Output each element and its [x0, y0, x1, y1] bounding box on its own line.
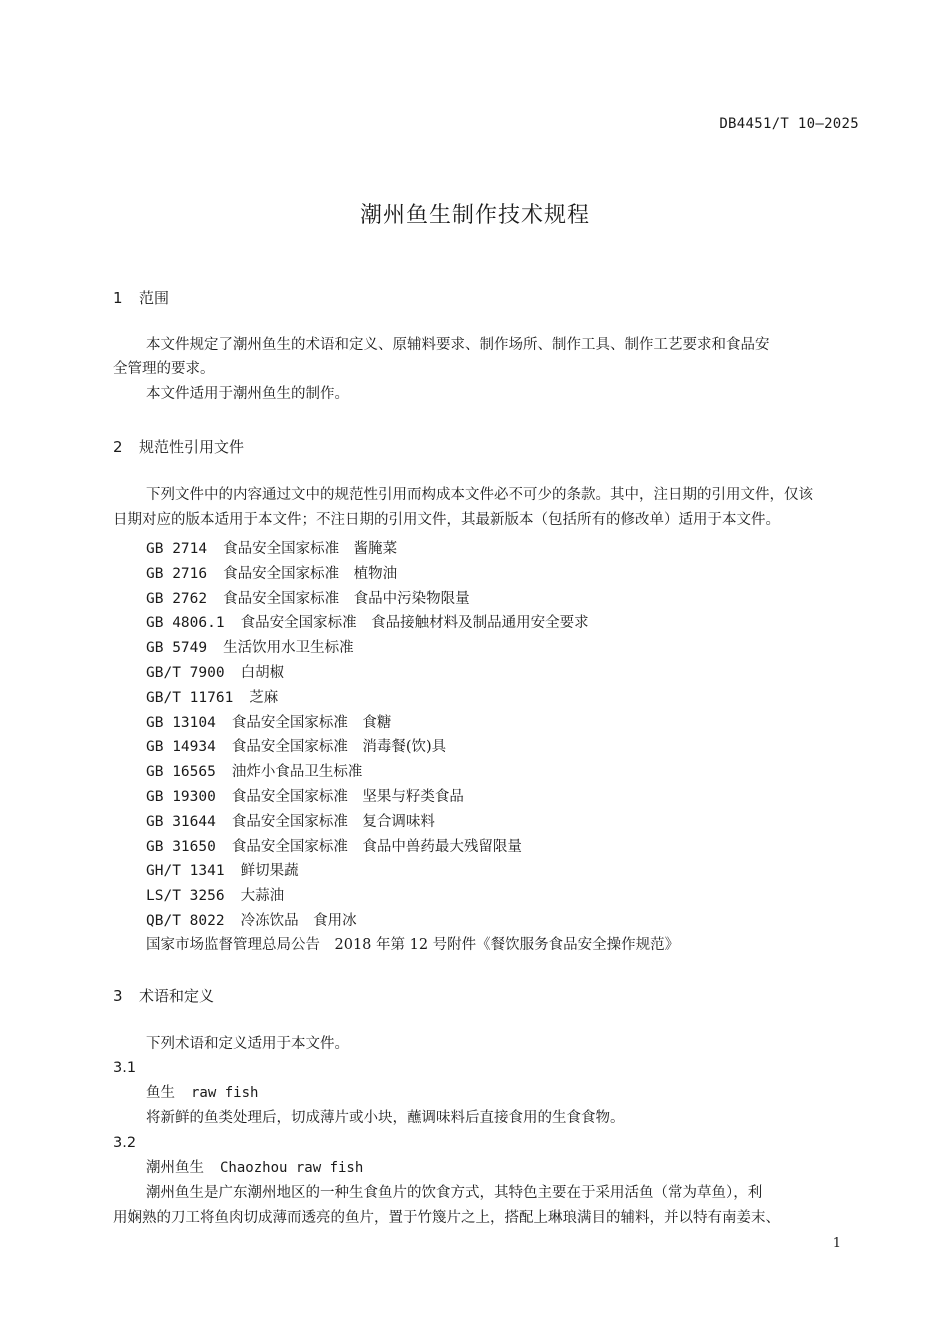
term-definition: 用娴熟的刀工将鱼肉切成薄而透亮的鱼片，置于竹篾片之上，搭配上琳琅满目的辅料，并以特有南姜末、: [113, 1210, 780, 1226]
term-definition: 将新鲜的鱼类处理后，切成薄片或小块，蘸调味料后直接食用的生食食物。: [146, 1110, 625, 1126]
reference-item: 国家市场监督管理总局公告 2018 年第 12 号附件《餐饮服务食品安全操作规范》: [146, 937, 680, 953]
section-number: 3: [113, 987, 123, 1005]
reference-item: [146, 884, 284, 905]
reference-code: GB 31644: [146, 814, 216, 830]
paragraph-line: 下列文件中的内容通过文中的规范性引用而构成本文件必不可少的条款。其中，注日期的引用文件，仅该: [146, 487, 813, 503]
reference-title: 食品安全国家标准 食品中污染物限量: [223, 591, 470, 607]
section-number: 2: [113, 438, 123, 456]
section-heading-scope: [113, 287, 169, 308]
reference-title: 油炸小食品卫生标准: [231, 764, 363, 780]
reference-item: [146, 810, 435, 831]
reference-code: GH/T 1341: [146, 863, 225, 879]
reference-item: [146, 909, 357, 930]
term-number: 3.1: [113, 1060, 137, 1076]
reference-code: GB 13104: [146, 715, 216, 731]
term-number: 3.2: [113, 1135, 137, 1151]
paragraph-line: 下列术语和定义适用于本文件。: [146, 1036, 349, 1052]
reference-title: 食品安全国家标准 酱腌菜: [223, 541, 398, 557]
term-en: raw fish: [191, 1085, 259, 1101]
reference-code: GB 19300: [146, 789, 216, 805]
reference-item: [146, 859, 299, 880]
reference-item: [146, 611, 589, 632]
reference-item: [146, 562, 397, 583]
reference-item: [146, 636, 354, 657]
reference-item: [146, 785, 464, 806]
reference-code: GB/T 7900: [146, 665, 225, 681]
reference-code: GB 31650: [146, 839, 216, 855]
section-title: 规范性引用文件: [139, 438, 245, 456]
term-en: Chaozhou raw fish: [220, 1160, 364, 1176]
reference-code: GB 14934: [146, 739, 216, 755]
term-definition: 潮州鱼生是广东潮州地区的一种生食鱼片的饮食方式，其特色主要在于采用活鱼（常为草鱼），利: [146, 1185, 763, 1201]
reference-title: 食品安全国家标准 植物油: [223, 566, 398, 582]
reference-code: LS/T 3256: [146, 888, 225, 904]
reference-title: 食品安全国家标准 复合调味料: [231, 814, 435, 830]
reference-title: 冷冻饮品 食用冰: [240, 913, 357, 929]
reference-title: 食品安全国家标准 消毒餐(饮)具: [231, 739, 447, 755]
term-cn: 鱼生: [146, 1085, 175, 1101]
reference-title: 生活饮用水卫生标准: [223, 640, 354, 656]
reference-title: 鲜切果蔬: [240, 863, 299, 879]
paragraph-line: 本文件规定了潮州鱼生的术语和定义、原辅料要求、制作场所、制作工具、制作工艺要求和食品安: [146, 337, 770, 353]
paragraph-line: 日期对应的版本适用于本文件；不注日期的引用文件，其最新版本（包括所有的修改单）适用于本文件。: [113, 512, 780, 528]
reference-item: [146, 661, 284, 682]
term-entry: [146, 1156, 363, 1180]
reference-title: 食品安全国家标准 食品中兽药最大残留限量: [231, 839, 522, 855]
reference-title: 大蒜油: [240, 888, 285, 904]
reference-code: GB 16565: [146, 764, 216, 780]
reference-item: [146, 835, 522, 856]
reference-title: 食品安全国家标准 食品接触材料及制品通用安全要求: [240, 615, 589, 631]
section-title: 术语和定义: [139, 987, 215, 1005]
reference-code: GB 5749: [146, 640, 208, 656]
reference-code: GB 2714: [146, 541, 208, 557]
document-number: DB4451/T 10—2025: [719, 116, 859, 132]
term-cn: 潮州鱼生: [146, 1160, 204, 1176]
section-heading-references: [113, 436, 244, 457]
term-entry: [146, 1081, 258, 1105]
page-number: 1: [832, 1236, 841, 1251]
section-heading-terms: [113, 985, 214, 1006]
section-title: 范围: [139, 289, 170, 307]
reference-item: [146, 735, 446, 756]
reference-item: [146, 760, 362, 781]
reference-item: [146, 711, 391, 732]
paragraph-line: 全管理的要求。: [113, 361, 215, 377]
reference-title: 白胡椒: [240, 665, 285, 681]
reference-code: GB 4806.1: [146, 615, 225, 631]
reference-item: [146, 686, 278, 707]
section-number: 1: [113, 289, 123, 307]
reference-item: [146, 537, 397, 558]
page-title: 潮州鱼生制作技术规程: [359, 203, 590, 228]
reference-item: [146, 587, 470, 608]
reference-code: GB 2762: [146, 591, 208, 607]
reference-code: QB/T 8022: [146, 913, 225, 929]
reference-code: GB/T 11761: [146, 690, 234, 706]
reference-code: GB 2716: [146, 566, 208, 582]
paragraph-line: 本文件适用于潮州鱼生的制作。: [146, 386, 349, 402]
reference-title: 芝麻: [249, 690, 279, 706]
reference-title: 食品安全国家标准 食糖: [231, 715, 392, 731]
reference-title: 食品安全国家标准 坚果与籽类食品: [231, 789, 464, 805]
